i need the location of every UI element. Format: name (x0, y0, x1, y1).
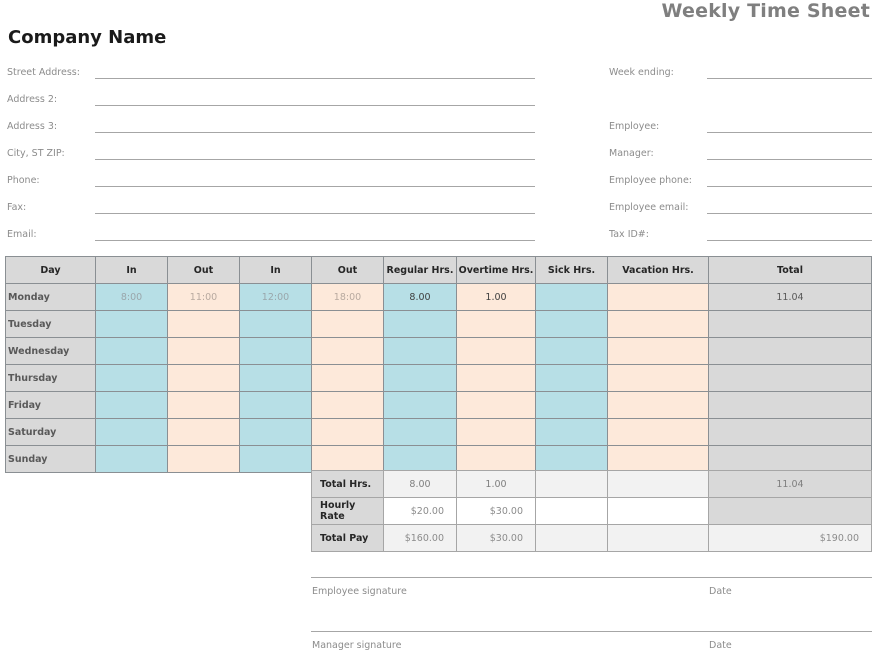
overtime-hrs-cell[interactable] (457, 392, 536, 419)
table-row-saturday (6, 419, 872, 446)
sick-hrs-cell[interactable] (536, 338, 608, 365)
col-header-vacation-hrs: Vacation Hrs. (608, 257, 709, 284)
col-header-sick-hrs: Sick Hrs. (536, 257, 608, 284)
in2-cell[interactable] (240, 311, 312, 338)
table-row-wednesday (6, 338, 872, 365)
vacation-hrs-cell[interactable] (608, 392, 709, 419)
street-address-field[interactable] (95, 78, 535, 79)
overtime-hrs-cell[interactable] (457, 338, 536, 365)
total-hrs-grand: 11.04 (709, 471, 872, 498)
out2-cell[interactable] (312, 419, 384, 446)
out2-cell[interactable] (312, 365, 384, 392)
vacation-pay-cell (608, 525, 709, 552)
col-header-day: Day (6, 257, 96, 284)
fax-label: Fax: (7, 202, 27, 213)
week-ending-field[interactable] (707, 78, 872, 79)
total-vacation-hrs (608, 471, 709, 498)
manager-signature-line[interactable] (311, 631, 872, 632)
in2-cell[interactable] (240, 419, 312, 446)
col-header-out-1: Out (168, 257, 240, 284)
hourly-rate-label: Hourly Rate (312, 498, 384, 525)
employee-label: Employee: (609, 121, 660, 132)
in2-cell[interactable] (240, 392, 312, 419)
employee-signature-label: Employee signature (312, 586, 407, 597)
day-cell: Saturday (6, 419, 96, 446)
vacation-hrs-cell[interactable] (608, 419, 709, 446)
manager-label: Manager: (609, 148, 654, 159)
out1-cell[interactable] (168, 338, 240, 365)
out2-cell[interactable] (312, 446, 384, 473)
email-label: Email: (7, 229, 37, 240)
vacation-rate-cell[interactable] (608, 498, 709, 525)
overtime-pay-cell: $30.00 (457, 525, 536, 552)
regular-hrs-cell[interactable] (384, 365, 457, 392)
total-overtime-hrs: 1.00 (457, 471, 536, 498)
company-name[interactable]: Company Name (8, 27, 167, 48)
sick-rate-cell[interactable] (536, 498, 608, 525)
in2-cell[interactable]: 12:00 (240, 284, 312, 311)
day-cell: Wednesday (6, 338, 96, 365)
email-field[interactable] (95, 240, 535, 241)
address3-field[interactable] (95, 132, 535, 133)
phone-field[interactable] (95, 186, 535, 187)
in2-cell[interactable] (240, 446, 312, 473)
total-cell (709, 419, 872, 446)
table-header-row (6, 257, 872, 284)
fax-field[interactable] (95, 213, 535, 214)
out1-cell[interactable] (168, 446, 240, 473)
total-sick-hrs (536, 471, 608, 498)
total-pay-label: Total Pay (312, 525, 384, 552)
regular-rate-cell[interactable]: $20.00 (384, 498, 457, 525)
out2-cell[interactable] (312, 311, 384, 338)
table-row-friday (6, 392, 872, 419)
employee-field[interactable] (707, 132, 872, 133)
vacation-hrs-cell[interactable] (608, 338, 709, 365)
vacation-hrs-cell[interactable] (608, 284, 709, 311)
in2-cell[interactable] (240, 365, 312, 392)
total-pay-row (312, 525, 872, 552)
table-row-thursday (6, 365, 872, 392)
total-cell (709, 338, 872, 365)
in1-cell[interactable] (96, 419, 168, 446)
day-cell: Friday (6, 392, 96, 419)
sick-hrs-cell[interactable] (536, 365, 608, 392)
total-cell (709, 446, 872, 473)
employee-email-label: Employee email: (609, 202, 689, 213)
employee-signature-line[interactable] (311, 577, 872, 578)
vacation-hrs-cell[interactable] (608, 311, 709, 338)
in1-cell[interactable] (96, 365, 168, 392)
rate-total-cell (709, 498, 872, 525)
regular-hrs-cell[interactable] (384, 311, 457, 338)
in2-cell[interactable] (240, 338, 312, 365)
regular-hrs-cell[interactable] (384, 446, 457, 473)
timesheet-table (5, 256, 872, 473)
employee-email-field[interactable] (707, 213, 872, 214)
day-cell: Thursday (6, 365, 96, 392)
total-hrs-label: Total Hrs. (312, 471, 384, 498)
regular-hrs-cell[interactable]: 8.00 (384, 284, 457, 311)
col-header-out-2: Out (312, 257, 384, 284)
vacation-hrs-cell[interactable] (608, 365, 709, 392)
sick-hrs-cell[interactable] (536, 311, 608, 338)
col-header-total: Total (709, 257, 872, 284)
table-row-monday (6, 284, 872, 311)
sick-hrs-cell[interactable] (536, 284, 608, 311)
day-cell: Sunday (6, 446, 96, 473)
hourly-rate-row (312, 498, 872, 525)
out1-cell[interactable]: 11:00 (168, 284, 240, 311)
manager-date-label: Date (709, 640, 732, 651)
in1-cell[interactable] (96, 392, 168, 419)
sick-hrs-cell[interactable] (536, 446, 608, 473)
phone-label: Phone: (7, 175, 40, 186)
day-cell: Tuesday (6, 311, 96, 338)
out1-cell[interactable] (168, 419, 240, 446)
manager-field[interactable] (707, 159, 872, 160)
total-cell: 11.04 (709, 284, 872, 311)
tax-id-label: Tax ID#: (609, 229, 649, 240)
col-header-regular-hrs: Regular Hrs. (384, 257, 457, 284)
employee-phone-field[interactable] (707, 186, 872, 187)
out2-cell[interactable] (312, 338, 384, 365)
manager-signature-label: Manager signature (312, 640, 402, 651)
street-address-label: Street Address: (7, 67, 80, 78)
vacation-hrs-cell[interactable] (608, 446, 709, 473)
city-st-zip-label: City, ST ZIP: (7, 148, 65, 159)
overtime-hrs-cell[interactable] (457, 446, 536, 473)
regular-hrs-cell[interactable] (384, 392, 457, 419)
address2-field[interactable] (95, 105, 535, 106)
col-header-in-1: In (96, 257, 168, 284)
in1-cell[interactable] (96, 311, 168, 338)
table-row-sunday (6, 446, 872, 473)
total-cell (709, 365, 872, 392)
address2-label: Address 2: (7, 94, 58, 105)
regular-pay-cell: $160.00 (384, 525, 457, 552)
out2-cell[interactable]: 18:00 (312, 284, 384, 311)
employee-date-label: Date (709, 586, 732, 597)
out1-cell[interactable] (168, 365, 240, 392)
out1-cell[interactable] (168, 392, 240, 419)
day-cell: Monday (6, 284, 96, 311)
address3-label: Address 3: (7, 121, 58, 132)
table-row-tuesday (6, 311, 872, 338)
overtime-hrs-cell[interactable]: 1.00 (457, 284, 536, 311)
sick-pay-cell (536, 525, 608, 552)
col-header-in-2: In (240, 257, 312, 284)
tax-id-field[interactable] (707, 240, 872, 241)
col-header-overtime-hrs: Overtime Hrs. (457, 257, 536, 284)
total-regular-hrs: 8.00 (384, 471, 457, 498)
document-title: Weekly Time Sheet (661, 0, 870, 22)
summary-table (311, 470, 872, 552)
employee-phone-label: Employee phone: (609, 175, 692, 186)
in1-cell[interactable] (96, 446, 168, 473)
out2-cell[interactable] (312, 392, 384, 419)
total-cell (709, 311, 872, 338)
regular-hrs-cell[interactable] (384, 338, 457, 365)
total-cell (709, 392, 872, 419)
overtime-hrs-cell[interactable] (457, 365, 536, 392)
in1-cell[interactable] (96, 338, 168, 365)
overtime-hrs-cell[interactable] (457, 419, 536, 446)
in1-cell[interactable]: 8:00 (96, 284, 168, 311)
total-hrs-row (312, 471, 872, 498)
week-ending-label: Week ending: (609, 67, 674, 78)
overtime-hrs-cell[interactable] (457, 311, 536, 338)
out1-cell[interactable] (168, 311, 240, 338)
sick-hrs-cell[interactable] (536, 392, 608, 419)
regular-hrs-cell[interactable] (384, 419, 457, 446)
sick-hrs-cell[interactable] (536, 419, 608, 446)
city-st-zip-field[interactable] (95, 159, 535, 160)
overtime-rate-cell[interactable]: $30.00 (457, 498, 536, 525)
total-pay-grand: $190.00 (709, 525, 872, 552)
